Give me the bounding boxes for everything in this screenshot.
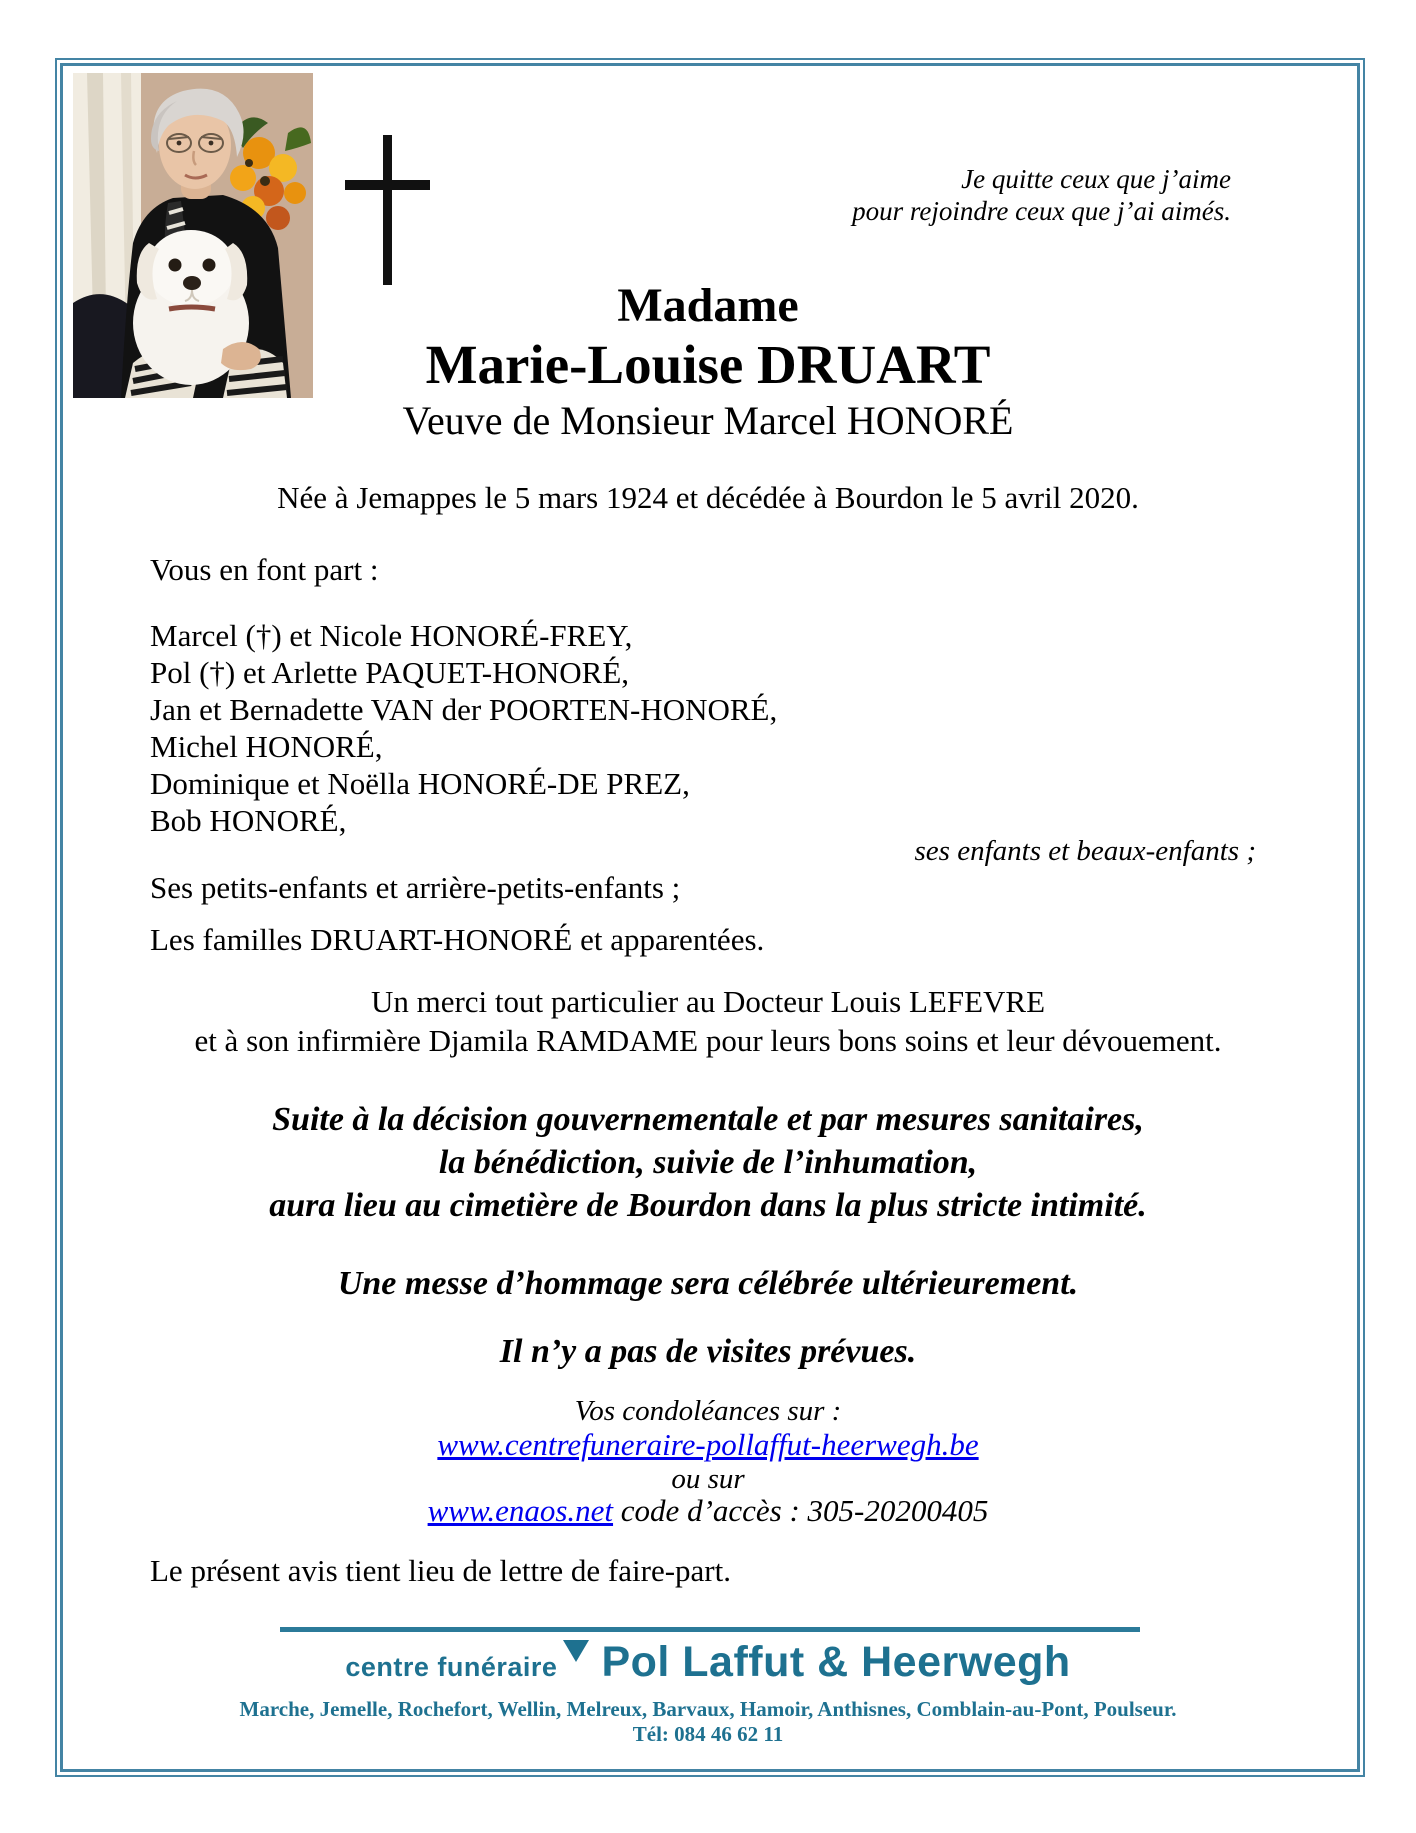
related-families-line: Les familles DRUART-HONORÉ et apparentées. — [150, 922, 765, 957]
family-member: Michel HONORÉ, — [150, 729, 383, 764]
thanks-line1: Un merci tout particulier au Docteur Louis LEFEVRE — [370, 984, 1046, 1019]
grandchildren-line: Ses petits-enfants et arrière-petits-enfants ; — [150, 870, 681, 905]
family-member: Dominique et Noëlla HONORÉ-DE PREZ, — [150, 766, 690, 801]
mass-line: Une messe d’hommage sera célébrée ultérieurement. — [337, 1265, 1079, 1302]
condolences-link2-line — [0, 1493, 1416, 1529]
condolences-link1-line — [0, 1427, 1416, 1463]
deceased-honorific: Madame — [617, 279, 799, 332]
thanks-line2: et à son infirmière Djamila RAMDAME pour leurs bons soins et leur dévouement. — [194, 1023, 1222, 1058]
funeral-home-logo — [0, 1638, 1416, 1687]
condolences-label: Vos condoléances sur : — [574, 1395, 842, 1427]
children-note: ses enfants et beaux-enfants ; — [914, 835, 1256, 867]
logo-brand-name: Pol Laffut & Heerwegh — [601, 1638, 1071, 1686]
cross-icon — [345, 135, 430, 285]
logo-triangle-icon — [563, 1640, 589, 1662]
epitaph-quote-line1: Je quitte ceux que j’aime — [961, 164, 1231, 194]
life-dates-line: Née à Jemappes le 5 mars 1924 et décédée à Bourdon le 5 avril 2020. — [277, 480, 1139, 515]
family-member: Pol (†) et Arlette PAQUET-HONORÉ, — [150, 655, 630, 690]
family-members-list — [150, 617, 777, 839]
ceremony-line3: aura lieu au cimetière de Bourdon dans la plus stricte intimité. — [269, 1187, 1147, 1224]
visits-line: Il n’y a pas de visites prévues. — [499, 1333, 917, 1370]
thanks-block — [0, 982, 1416, 1060]
condolences-or-text: ou sur — [671, 1463, 745, 1495]
deceased-widow-line: Veuve de Monsieur Marcel HONORÉ — [402, 398, 1014, 443]
condolences-link2[interactable]: www.enaos.net — [427, 1493, 614, 1528]
footer-separator-line — [280, 1627, 1140, 1632]
family-member: Jan et Bernadette VAN der POORTEN-HONORÉ, — [150, 692, 778, 727]
ceremony-line2: la bénédiction, suivie de l’inhumation, — [438, 1144, 978, 1181]
epitaph-quote — [500, 163, 1231, 227]
footer-locations: Marche, Jemelle, Rochefort, Wellin, Melreux, Barvaux, Hamoir, Anthisnes, Comblain-au-Pont, Poulseur. — [239, 1697, 1177, 1721]
family-member: Marcel (†) et Nicole HONORÉ-FREY, — [150, 618, 633, 653]
access-code: code d’accès : 305-20200405 — [620, 1493, 989, 1528]
deceased-title-block — [0, 278, 1416, 446]
ceremony-line1: Suite à la décision gouvernementale et par mesures sanitaires, — [272, 1101, 1144, 1138]
faire-part-notice: Le présent avis tient lieu de lettre de faire-part. — [150, 1553, 731, 1588]
ceremony-notice — [0, 1098, 1416, 1227]
footer-phone: Tél: 084 46 62 11 — [632, 1722, 784, 1746]
condolences-link1[interactable]: www.centrefuneraire-pollaffut-heerwegh.be — [437, 1427, 979, 1462]
deceased-name: Marie-Louise DRUART — [425, 334, 991, 395]
logo-prefix: centre funéraire — [345, 1652, 558, 1682]
family-member: Bob HONORÉ, — [150, 803, 347, 838]
announcement-intro: Vous en font part : — [150, 552, 379, 587]
epitaph-quote-line2: pour rejoindre ceux que j’ai aimés. — [852, 196, 1231, 226]
